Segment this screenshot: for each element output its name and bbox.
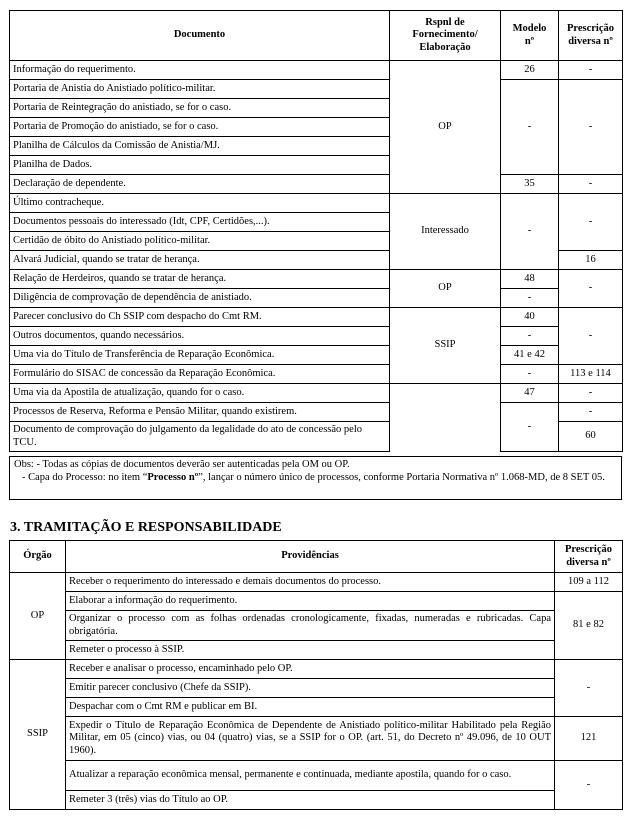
presc-cell: - (559, 194, 623, 251)
modelo-cell: 41 e 42 (501, 346, 559, 365)
doc-cell: Uma via do Título de Transferência de Reparação Econômica. (10, 346, 390, 365)
table-row (10, 791, 623, 810)
section-title: 3. TRAMITAÇÃO E RESPONSABILIDADE (10, 520, 282, 535)
modelo-cell: 35 (501, 175, 559, 194)
presc-cell: 113 e 114 (559, 365, 623, 384)
header-prescricao: Prescrição diversa nº (559, 11, 623, 61)
modelo-cell: - (501, 80, 559, 175)
table-row (10, 346, 623, 365)
modelo-cell: 26 (501, 61, 559, 80)
table-row (10, 679, 623, 698)
doc-cell: Certidão de óbito do Anistiado político-militar. (10, 232, 390, 251)
table-row (10, 327, 623, 346)
doc-cell: Planilha de Cálculos da Comissão de Anistia/MJ. (10, 137, 390, 156)
table-row (10, 270, 623, 289)
presc-cell: 60 (559, 422, 623, 452)
providencia-cell: Emitir parecer conclusivo (Chefe da SSIP). (66, 679, 555, 698)
presc-cell: 109 a 112 (555, 573, 623, 592)
doc-cell: Outros documentos, quando necessários. (10, 327, 390, 346)
providencia-cell: Despachar com o Cmt RM e publicar em BI. (66, 698, 555, 717)
table-row (10, 308, 623, 327)
table-row (10, 573, 623, 592)
presc-cell: - (559, 61, 623, 80)
providencia-cell: Remeter o processo à SSIP. (66, 641, 555, 660)
header-orgao: Órgão (10, 541, 66, 573)
providencia-cell: Elaborar a informação do requerimento. (66, 592, 555, 611)
presc-cell: 81 e 82 (555, 592, 623, 660)
table-row (10, 592, 623, 611)
modelo-cell: - (501, 289, 559, 308)
header-responsavel: Rspnl de Fornecimento/ Elaboração (390, 11, 501, 61)
orgao-ssip: SSIP (10, 660, 66, 810)
modelo-cell: - (501, 403, 559, 452)
providencia-cell: Expedir o Título de Reparação Econômica de Dependente de Anistiado político-militar Habilitado pela Região Militar, em 05 (cinco) vias, ou 04 (quatro) vias, se a SSIP for o OP. (art. 51, do Decreto nº 49.096, de 10 OUT 1960). (66, 717, 555, 761)
doc-cell: Alvará Judicial, quando se tratar de herança. (10, 251, 390, 270)
modelo-cell: - (501, 327, 559, 346)
presc-cell: 16 (559, 251, 623, 270)
header-prescricao: Prescrição diversa nº (555, 541, 623, 573)
providencia-cell: Receber o requerimento do interessado e demais documentos do processo. (66, 573, 555, 592)
doc-cell: Relação de Herdeiros, quando se tratar de herança. (10, 270, 390, 289)
providencia-cell: Remeter 3 (três) vias do Título ao OP. (66, 791, 555, 810)
responsavel-op: OP (390, 270, 501, 308)
presc-cell: - (555, 660, 623, 717)
table-header-row (10, 541, 623, 573)
obs-line-1: Obs: - Todas as cópias de documentos deverão ser autenticadas pela OM ou OP. (14, 459, 350, 470)
orgao-op: OP (10, 573, 66, 660)
table-row (10, 175, 623, 194)
table-row (10, 641, 623, 660)
table-row (10, 194, 623, 213)
presc-cell: - (559, 175, 623, 194)
modelo-cell: 40 (501, 308, 559, 327)
modelo-cell: - (501, 194, 559, 270)
presc-cell: - (555, 761, 623, 810)
doc-cell: Diligência de comprovação de dependência de anistiado. (10, 289, 390, 308)
presc-cell: 121 (555, 717, 623, 761)
table-row (10, 761, 623, 791)
providencia-cell: Atualizar a reparação econômica mensal, permanente e continuada, mediante apostila, quando for o caso. (66, 761, 555, 791)
modelo-cell: - (501, 365, 559, 384)
table-row (10, 717, 623, 761)
doc-cell: Documentos pessoais do interessado (Idt, CPF, Certidões,...). (10, 213, 390, 232)
modelo-cell: 48 (501, 270, 559, 289)
responsavel-op: OP (390, 61, 501, 194)
doc-cell: Parecer conclusivo do Ch SSIP com despacho do Cmt RM. (10, 308, 390, 327)
modelo-cell: 47 (501, 384, 559, 403)
doc-cell: Portaria de Anistia do Anistiado político-militar. (10, 80, 390, 99)
table-row (10, 698, 623, 717)
responsavel-ssip: SSIP (390, 308, 501, 384)
header-documento: Documento (10, 11, 390, 61)
doc-cell: Portaria de Reintegração do anistiado, se for o caso. (10, 99, 390, 118)
table-header-row (10, 11, 623, 61)
table-row (10, 61, 623, 80)
tramitacao-table (9, 540, 623, 810)
doc-cell: Uma via da Apostila de atualização, quando for o caso. (10, 384, 390, 403)
table-row (10, 403, 623, 422)
doc-cell: Formulário do SISAC de concessão da Reparação Econômica. (10, 365, 390, 384)
presc-cell: - (559, 270, 623, 308)
observations-box (9, 456, 622, 500)
table-row (10, 611, 623, 641)
table-row (10, 289, 623, 308)
providencia-cell: Organizar o processo com as folhas ordenadas cronologicamente, fixadas, numeradas e rubricadas. Capa obrigatória. (66, 611, 555, 641)
doc-cell: Último contracheque. (10, 194, 390, 213)
documents-table (9, 10, 623, 452)
doc-cell: Documento de comprovação do julgamento da legalidade do ato de concessão pelo TCU. (10, 422, 390, 452)
responsavel-interessado: Interessado (390, 194, 501, 270)
doc-cell: Declaração de dependente. (10, 175, 390, 194)
obs-line-2: - Capa do Processo: no item “Processo nº”, lançar o número único de processos, conforme Portaria Normativa nº 1.068-MD, de 8 SET 05. (22, 471, 605, 483)
presc-cell: - (559, 403, 623, 422)
doc-cell: Portaria de Promoção do anistiado, se for o caso. (10, 118, 390, 137)
presc-cell: - (559, 80, 623, 175)
table-row (10, 660, 623, 679)
table-row (10, 384, 623, 403)
table-row (10, 80, 623, 99)
presc-cell: - (559, 384, 623, 403)
doc-cell: Informação do requerimento. (10, 61, 390, 80)
doc-cell: Planilha de Dados. (10, 156, 390, 175)
table-row (10, 365, 623, 384)
header-modelo: Modelo nº (501, 11, 559, 61)
doc-cell: Processos de Reserva, Reforma e Pensão Militar, quando existirem. (10, 403, 390, 422)
presc-cell: - (559, 308, 623, 365)
providencia-cell: Receber e analisar o processo, encaminhado pelo OP. (66, 660, 555, 679)
responsavel-empty (390, 384, 501, 452)
header-providencias: Providências (66, 541, 555, 573)
